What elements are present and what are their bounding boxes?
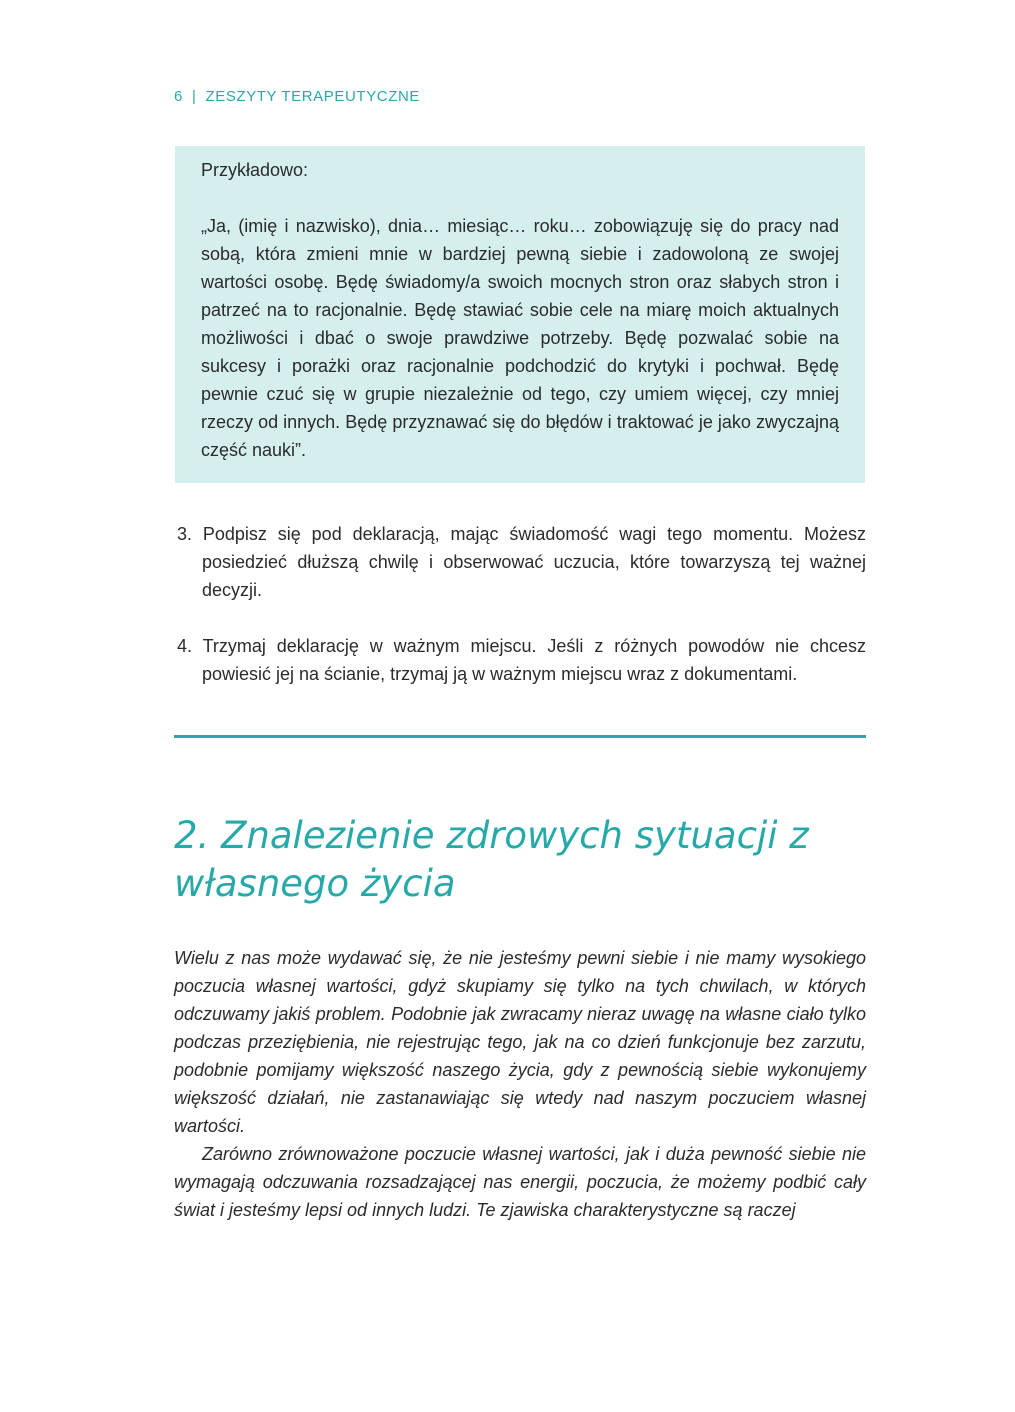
steps-list (174, 520, 866, 716)
running-header (174, 88, 420, 105)
section-divider (174, 735, 866, 738)
example-declaration-box (175, 146, 865, 483)
page-number: 6 (174, 88, 183, 105)
section-title: 2. Znalezienie zdrowych sytuacji z własnego życia (174, 814, 809, 905)
header-separator: | (191, 88, 197, 105)
body-paragraph-2: Zarówno zrównoważone poczucie własnej wartości, jak i duża pewność siebie nie wymagają odczuwania rozsadzającej nas energii, poczucia, że możemy podbić cały świat i jesteśmy lepsi od innych ludzi. Te zjawiska charakterystyczne są raczej (174, 1144, 866, 1220)
example-declaration-text: „Ja, (imię i nazwisko), dnia… miesiąc… roku… zobowiązuję się do pracy nad sobą, która zmieni mnie w bardziej pewną siebie i zadowoloną ze swojej wartości osobę. Będę świadomy/a swoich mocnych stron oraz słabych stron i patrzeć na to racjonalnie. Będę stawiać sobie cele na miarę moich aktualnych możliwości i dbać o swoje prawdziwe potrzeby. Będę pozwalać sobie na sukcesy i porażki oraz racjonalnie podchodzić do krytyki i pochwał. Będę pewnie czuć się w grupie niezależnie od tego, czy umiem więcej, czy mniej rzeczy od innych. Będę przyznawać się do błędów i traktować je jako zwyczajną część nauki”. (201, 216, 839, 460)
step-item-3: 3. Podpisz się pod deklaracją, mając świadomość wagi tego momentu. Możesz posiedzieć dłuższą chwilę i obserwować uczucia, które towarzyszą tej ważnej decyzji. (177, 524, 866, 600)
body-paragraph-1: Wielu z nas może wydawać się, że nie jesteśmy pewni siebie i nie mamy wysokiego poczucia własnej wartości, gdyż skupiamy się tylko na tych chwilach, w których odczuwamy jakiś problem. Podobnie jak zwracamy nieraz uwagę na własne ciało tylko podczas przeziębienia, nie rejestrując tego, jak na co dzień funkcjonuje bez zarzutu, podobnie pomijamy większość naszego życia, gdy z pewnością siebie wykonujemy większość działań, nie zastanawiając się wtedy nad naszym poczuciem własnej wartości. (174, 948, 866, 1136)
series-title: ZESZYTY TERAPEUTYCZNE (205, 88, 421, 105)
step-item-4: 4. Trzymaj deklarację w ważnym miejscu. Jeśli z różnych powodów nie chcesz powiesić jej na ścianie, trzymaj ją w ważnym miejscu wraz z dokumentami. (177, 636, 866, 684)
example-lead: Przykładowo: (201, 160, 309, 180)
section-body (174, 944, 866, 1224)
